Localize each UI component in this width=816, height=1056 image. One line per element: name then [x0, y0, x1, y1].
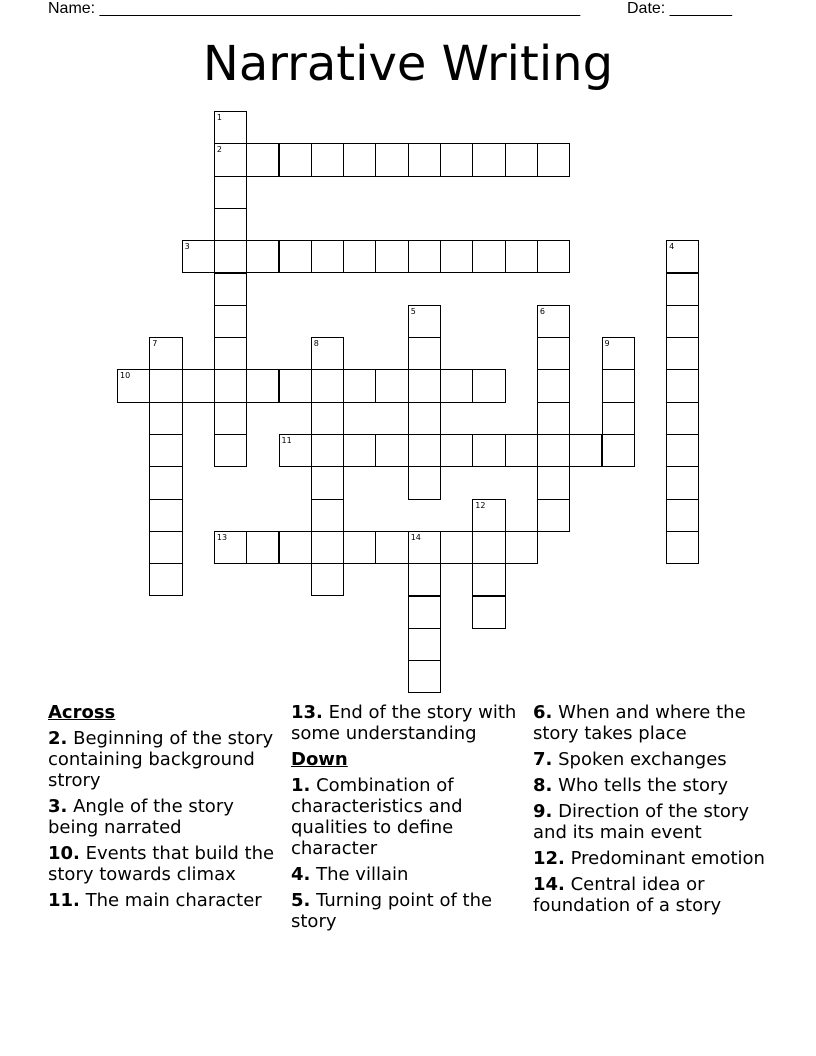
clue-item-text: When and where the story takes place [533, 702, 746, 744]
clue-item-number: 8. [533, 775, 553, 796]
crossword-cell[interactable] [666, 434, 699, 467]
clue-item [291, 890, 526, 932]
crossword-cell[interactable] [472, 143, 505, 176]
crossword-cell[interactable] [246, 531, 279, 564]
crossword-cell[interactable] [149, 563, 182, 596]
clue-item-text: Who tells the story [552, 775, 729, 796]
clue-item [291, 702, 526, 744]
crossword-cell[interactable] [537, 143, 570, 176]
crossword-cell[interactable] [311, 466, 344, 499]
crossword-cell[interactable] [666, 402, 699, 435]
crossword-cell[interactable] [666, 369, 699, 402]
clue-item [533, 775, 768, 796]
clue-item [533, 702, 768, 744]
crossword-cell[interactable] [440, 240, 473, 273]
clue-number: 3 [184, 242, 190, 252]
clue-item-text: Predominant emotion [564, 848, 765, 869]
crossword-cell[interactable] [311, 531, 344, 564]
clue-number: 9 [604, 339, 610, 349]
crossword-cell[interactable] [666, 337, 699, 370]
crossword-cell[interactable] [246, 143, 279, 176]
crossword-cell[interactable] [408, 369, 441, 402]
crossword-cell[interactable] [505, 143, 538, 176]
crossword-cell[interactable] [311, 563, 344, 596]
crossword-cell[interactable] [279, 143, 312, 176]
clue-item [533, 749, 768, 770]
crossword-cell[interactable] [537, 369, 570, 402]
crossword-cell[interactable] [214, 273, 247, 306]
crossword-cell[interactable] [149, 402, 182, 435]
crossword-cell[interactable] [311, 499, 344, 532]
crossword-cell[interactable] [117, 369, 150, 402]
crossword-cell[interactable] [279, 240, 312, 273]
crossword-cell[interactable] [149, 434, 182, 467]
crossword-cell[interactable] [472, 563, 505, 596]
crossword-cell[interactable] [408, 628, 441, 661]
crossword-cell[interactable] [182, 369, 215, 402]
clue-item-number: 13. [291, 702, 323, 723]
clue-item-text: Direction of the story and its main event [533, 801, 749, 843]
crossword-cell[interactable] [408, 596, 441, 629]
crossword-cell[interactable] [472, 434, 505, 467]
clue-item-number: 11. [48, 890, 80, 911]
crossword-cell[interactable] [343, 143, 376, 176]
crossword-cell[interactable] [666, 531, 699, 564]
crossword-cell[interactable] [214, 111, 247, 144]
clue-item-number: 2. [48, 728, 68, 749]
crossword-cell[interactable] [375, 434, 408, 467]
crossword-cell[interactable] [182, 240, 215, 273]
clue-item-text: Combination of characteristics and qualities to define character [291, 775, 463, 859]
clue-item-text: Spoken exchanges [552, 749, 727, 770]
crossword-cell[interactable] [311, 337, 344, 370]
crossword-cell[interactable] [666, 305, 699, 338]
crossword-cell[interactable] [375, 369, 408, 402]
clue-number: 1 [216, 113, 222, 122]
crossword-cell[interactable] [279, 531, 312, 564]
clue-item [48, 796, 283, 838]
crossword-cell[interactable] [408, 143, 441, 176]
crossword-cell[interactable] [440, 143, 473, 176]
clue-item-number: 3. [48, 796, 68, 817]
crossword-cell[interactable] [472, 596, 505, 629]
crossword-cell[interactable] [214, 305, 247, 338]
crossword-cell[interactable] [149, 499, 182, 532]
crossword-cell[interactable] [440, 369, 473, 402]
crossword-cell[interactable] [343, 369, 376, 402]
clue-item [48, 843, 283, 885]
crossword-cell[interactable] [537, 434, 570, 467]
crossword-cell[interactable] [408, 531, 441, 564]
crossword-cell[interactable] [408, 660, 441, 693]
crossword-cell[interactable] [505, 434, 538, 467]
clue-item-number: 5. [291, 890, 311, 911]
clue-number: 5 [410, 306, 416, 316]
crossword-cell[interactable] [537, 337, 570, 370]
crossword-cell[interactable] [279, 434, 312, 467]
crossword-cell[interactable] [343, 434, 376, 467]
crossword-cell[interactable] [505, 240, 538, 273]
crossword-cell[interactable] [602, 337, 635, 370]
clue-item [533, 801, 768, 843]
clue-item-text: The main character [79, 890, 262, 911]
crossword-cell[interactable] [505, 531, 538, 564]
crossword-cell[interactable] [408, 563, 441, 596]
clue-item-text: End of the story with some understanding [291, 702, 517, 744]
crossword-cell[interactable] [440, 434, 473, 467]
crossword-cell[interactable] [666, 240, 699, 273]
clue-item-text: Turning point of the story [291, 890, 493, 932]
crossword-cell[interactable] [214, 531, 247, 564]
crossword-cell[interactable] [569, 434, 602, 467]
clue-item-text: Events that build the story towards climax [48, 843, 275, 885]
crossword-cell[interactable] [666, 273, 699, 306]
down-heading: Down [291, 749, 348, 770]
clue-item [291, 775, 526, 859]
clue-item-text: Beginning of the story containing background strory [48, 728, 274, 791]
clue-number: 2 [216, 145, 222, 155]
date-field-label: Date: _______ [627, 0, 732, 17]
crossword-cell[interactable] [375, 531, 408, 564]
crossword-cell[interactable] [375, 143, 408, 176]
clue-item-number: 9. [533, 801, 553, 822]
crossword-cell[interactable] [246, 369, 279, 402]
clue-item-number: 12. [533, 848, 565, 869]
clue-item-text: Central idea or foundation of a story [533, 874, 722, 916]
crossword-cell[interactable] [311, 143, 344, 176]
clue-item-number: 4. [291, 864, 311, 885]
clue-number: 6 [539, 306, 545, 316]
crossword-cell[interactable] [408, 402, 441, 435]
page-title: Narrative Writing [202, 36, 614, 92]
crossword-cell[interactable] [602, 402, 635, 435]
crossword-cell[interactable] [375, 240, 408, 273]
crossword-cell[interactable] [246, 240, 279, 273]
crossword-cell[interactable] [214, 402, 247, 435]
clue-item [291, 864, 526, 885]
clue-item-text: Angle of the story being narrated [48, 796, 234, 838]
crossword-cell[interactable] [343, 240, 376, 273]
name-field-label: Name: ______________________________________________________ [48, 0, 581, 17]
crossword-cell[interactable] [408, 240, 441, 273]
crossword-cell[interactable] [311, 369, 344, 402]
clue-column-3 [533, 702, 768, 921]
clue-number: 10 [120, 371, 131, 381]
crossword-cell[interactable] [408, 337, 441, 370]
clue-item-number: 1. [291, 775, 311, 796]
crossword-cell[interactable] [472, 499, 505, 532]
crossword-cell[interactable] [214, 208, 247, 241]
clue-number: 7 [152, 339, 158, 349]
crossword-cell[interactable] [537, 305, 570, 338]
crossword-cell[interactable] [149, 531, 182, 564]
clue-column-2 [291, 702, 526, 937]
clue-item [533, 848, 768, 869]
crossword-cell[interactable] [537, 466, 570, 499]
crossword-cell[interactable] [214, 434, 247, 467]
clue-column-1 [48, 702, 283, 916]
crossword-cell[interactable] [440, 531, 473, 564]
crossword-cell[interactable] [311, 402, 344, 435]
crossword-cell[interactable] [149, 466, 182, 499]
clue-number: 12 [475, 500, 486, 510]
crossword-cell[interactable] [602, 434, 635, 467]
crossword-cell[interactable] [472, 531, 505, 564]
crossword-cell[interactable] [408, 434, 441, 467]
crossword-cell[interactable] [214, 143, 247, 176]
crossword-cell[interactable] [472, 369, 505, 402]
clue-item-number: 10. [48, 843, 80, 864]
clue-number: 8 [313, 339, 319, 349]
clue-item-number: 6. [533, 702, 553, 723]
clue-item-number: 7. [533, 749, 553, 770]
crossword-cell[interactable] [214, 176, 247, 209]
across-heading: Across [48, 702, 116, 723]
clue-item-text: The villain [310, 864, 409, 885]
crossword-cell[interactable] [311, 240, 344, 273]
crossword-cell[interactable] [666, 499, 699, 532]
clue-item [533, 874, 768, 916]
clue-number: 4 [669, 242, 675, 252]
crossword-cell[interactable] [279, 369, 312, 402]
crossword-cell[interactable] [537, 402, 570, 435]
crossword-cell[interactable] [149, 369, 182, 402]
crossword-cell[interactable] [343, 531, 376, 564]
clue-item-number: 14. [533, 874, 565, 895]
clue-item [48, 728, 283, 791]
clue-number: 13 [216, 532, 228, 542]
crossword-cell[interactable] [537, 499, 570, 532]
crossword-cell[interactable] [214, 240, 247, 273]
clue-number: 11 [281, 436, 292, 445]
crossword-cell[interactable] [602, 369, 635, 402]
clue-item [48, 890, 283, 911]
clue-number: 14 [410, 532, 421, 542]
crossword-cell[interactable] [149, 337, 182, 370]
crossword-cell[interactable] [666, 466, 699, 499]
crossword-cell[interactable] [537, 240, 570, 273]
crossword-cell[interactable] [472, 240, 505, 273]
crossword-cell[interactable] [408, 305, 441, 338]
crossword-cell[interactable] [214, 337, 247, 370]
crossword-cell[interactable] [311, 434, 344, 467]
crossword-cell[interactable] [408, 466, 441, 499]
crossword-cell[interactable] [214, 369, 247, 402]
